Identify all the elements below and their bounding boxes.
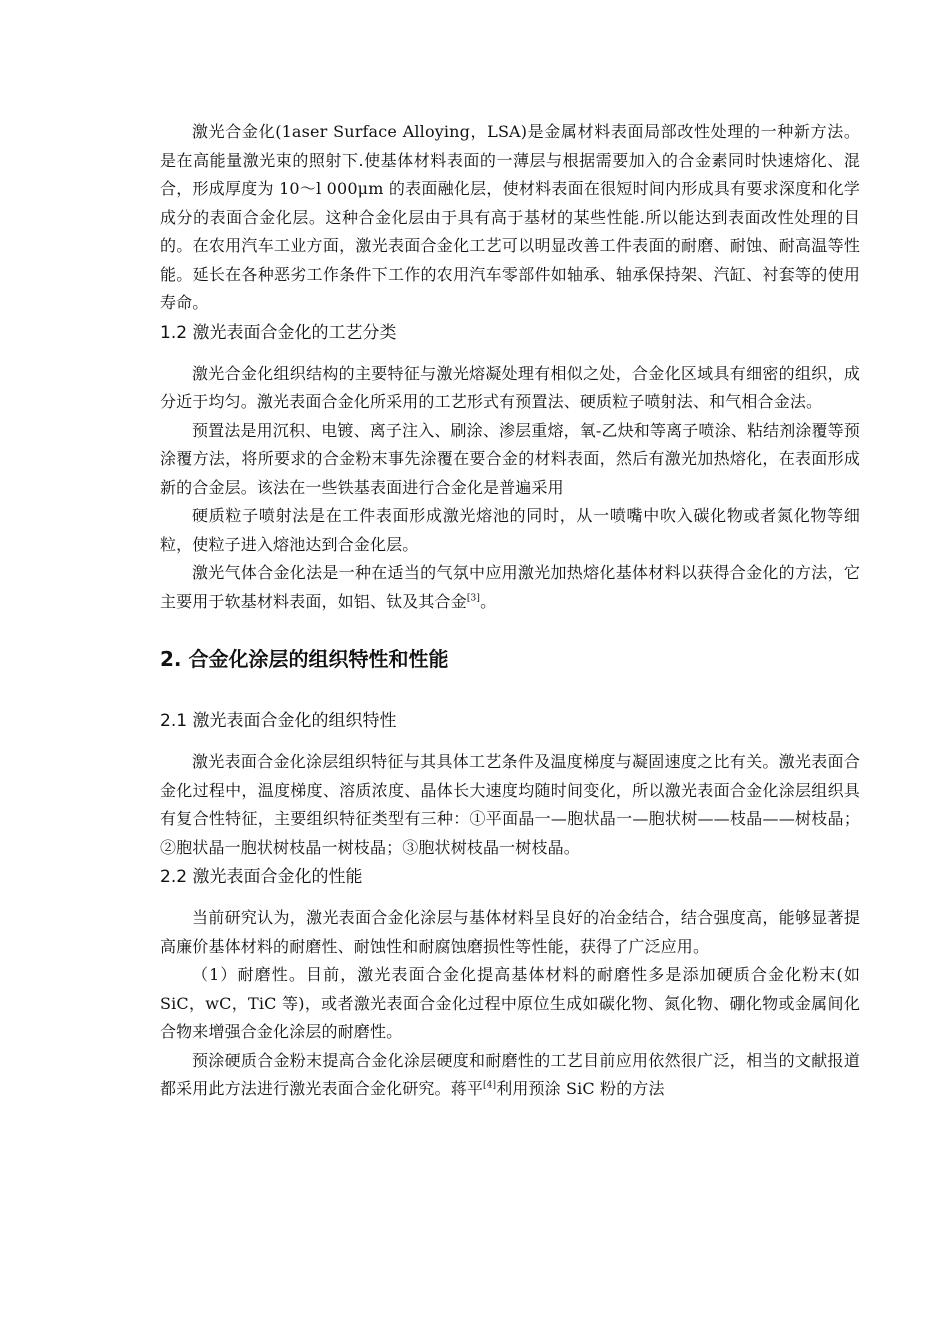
paragraph-process-overview: 激光合金化组织结构的主要特征与激光熔凝处理有相似之处，合金化区域具有细密的组织，成分近于均匀。激光表面合金化所采用的工艺形式有预置法、硬质粒子喷射法、和气相合金法。 bbox=[160, 363, 860, 411]
paragraph-preset-method: 预置法是用沉积、电镀、离子注入、刷涂、渗层重熔，氧-乙炔和等离子喷涂、粘结剂涂覆等预涂覆方法，将所要求的合金粉末事先涂覆在要合金的材料表面，然后有激光加热熔化，在表面形成新的合金层。该法在一些铁基表面进行合金化是普遍采用 bbox=[160, 420, 860, 497]
paragraph-wear-resistance: （1）耐磨性。目前，激光表面合金化提高基体材料的耐磨性多是添加硬质合金化粉末(如 SiC，wC，TiC 等)，或者激光表面合金化过程中原位生成如碳化物、氮化物、硼化物或金属间化合物来增强合金化涂层的耐磨性。 bbox=[160, 965, 860, 1041]
heading-1-2: 1.2 激光表面合金化的工艺分类 bbox=[160, 322, 397, 343]
paragraph-performance-overview: 当前研究认为，激光表面合金化涂层与基体材料呈良好的冶金结合，结合强度高，能够显著提高廉价基体材料的耐磨性、耐蚀性和耐腐蚀磨损性等性能，获得了广泛应用。 bbox=[160, 908, 860, 956]
heading-2: 2. 合金化涂层的组织特性和性能 bbox=[160, 647, 449, 671]
intro-paragraph: 激光合金化(1aser Surface Alloying，LSA)是金属材料表面局部改性处理的一种新方法。是在高能量激光束的照射下.使基体材料表面的一薄层与根据需要加入的合金素同时快速熔化、混合，形成厚度为 10～l 000μm 的表面融化层，使材料表面在很短时间内形成具有要求深度和化学成分的表面合金化层。这种合金化层由于具有高于基材的某些性能.所以能达到表面改性处理的目的。在农用汽车工业方面，激光表面合金化工艺可以明显改善工件表面的耐磨、耐蚀、耐高温等性能。延长在各种恶劣工作条件下工作的农用汽车零部件如轴承、轴承保持架、汽缸、衬套等的使用寿命。 bbox=[160, 122, 860, 312]
citation-4: [4] bbox=[483, 1080, 497, 1091]
heading-2-1: 2.1 激光表面合金化的组织特性 bbox=[160, 711, 397, 731]
document-page bbox=[160, 118, 860, 1104]
citation-3: [3] bbox=[466, 593, 481, 604]
paragraph-particle-injection: 硬质粒子喷射法是在工件表面形成激光熔池的同时，从一喷嘴中吹入碳化物或者氮化物等细粒，使粒子进入熔池达到合金化层。 bbox=[160, 506, 860, 554]
paragraph-precoat-hard-alloy bbox=[160, 1047, 860, 1104]
heading-2-2: 2.2 激光表面合金化的性能 bbox=[160, 867, 363, 887]
gas-alloying-text: 激光气体合金化法是一种在适当的气氛中应用激光加热熔化基体材料以获得合金化的方法，它主要用于软基材料表面，如铝、钛及其合金 bbox=[160, 563, 860, 611]
paragraph-microstructure: 激光表面合金化涂层组织特征与其具体工艺条件及温度梯度与凝固速度之比有关。激光表面合金化过程中，温度梯度、溶质浓度、晶体长大速度均随时间变化，所以激光表面合金化涂层组织具有复合性特征，主要组织特征类型有三种：①平面晶一—胞状晶一—胞状树——枝晶——树枝晶；②胞状晶一胞状树枝晶一树枝晶；③胞状树枝晶一树枝晶。 bbox=[160, 752, 860, 857]
precoat-text-start: 预涂硬质合金粉末提高合金化涂层硬度和耐磨性的工艺目前应用依然很广泛，相当的文献报道都采用此方法进行激光表面合金化研究。蒋平 bbox=[160, 1050, 860, 1098]
gas-alloying-end: 。 bbox=[480, 591, 497, 611]
paragraph-gas-alloying bbox=[160, 559, 860, 616]
precoat-text-end: 利用预涂 SiC 粉的方法 bbox=[496, 1079, 665, 1098]
